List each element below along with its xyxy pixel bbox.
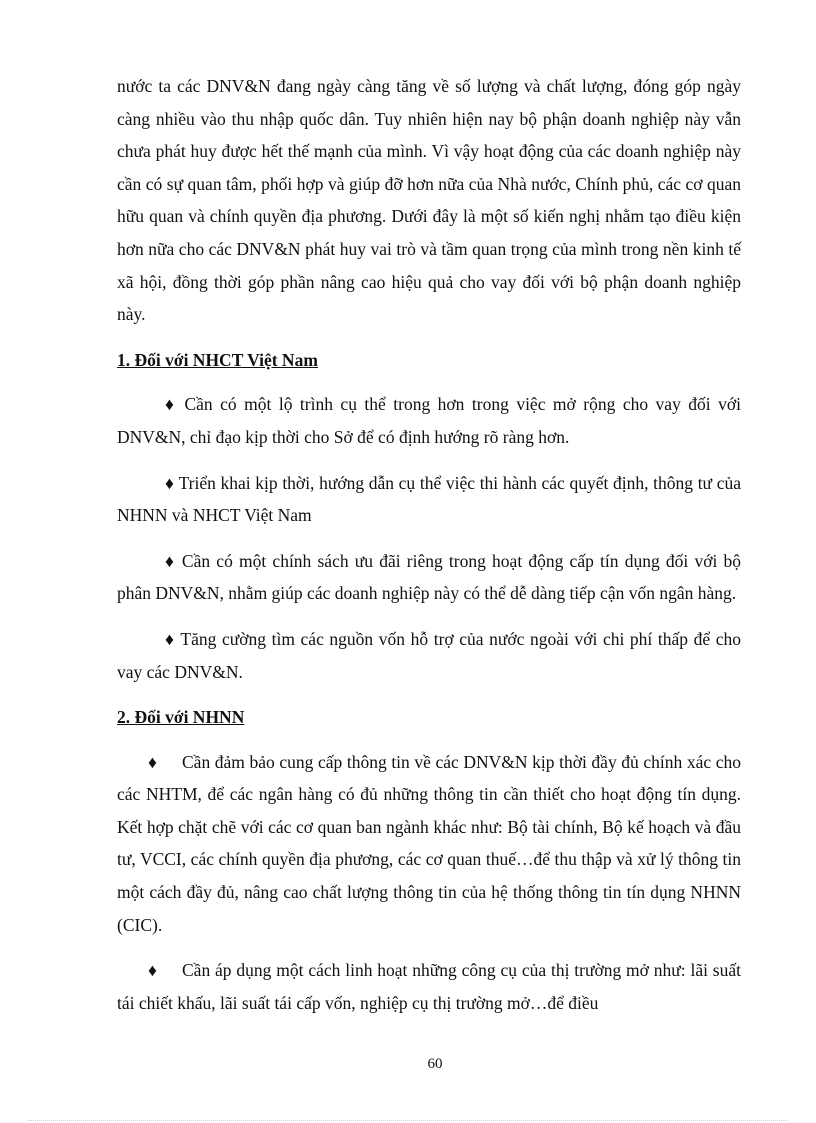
nhnn-item-1 (117, 746, 741, 942)
section-heading-nhct: 1. Đối với NHCT Việt Nam (117, 349, 318, 370)
nhct-item-1: ♦ Cần có một lộ trình cụ thể trong hơn trong việc mở rộng cho vay đối với DNV&N, chỉ đạo kịp thời cho Sở để có định hướng rõ ràng hơn. (117, 394, 741, 447)
body-text (117, 70, 741, 1032)
page-bottom-divider (28, 1120, 788, 1121)
nhct-item-2: ♦ Triển khai kịp thời, hướng dẫn cụ thể việc thi hành các quyết định, thông tư của NHNN và NHCT Việt Nam (117, 472, 741, 526)
intro-paragraph: nước ta các DNV&N đang ngày càng tăng về số lượng và chất lượng, đóng góp ngày càng nhiều vào thu nhập quốc dân. Tuy nhiên hiện nay bộ phận doanh nghiệp này vẫn chưa phát huy được hết thế mạnh của mình. Vì vậy hoạt động của các doanh nghiệp này cần có sự quan tâm, phối hợp và giúp đỡ hơn nữa của Nhà nước, Chính phủ, các cơ quan hữu quan và chính quyền địa phương. Dưới đây là một số kiến nghị nhằm tạo điều kiện hơn nữa cho các DNV&N phát huy vai trò và tầm quan trọng của mình trong nền kinh tế xã hội, đồng thời góp phần nâng cao hiệu quả cho vay đối với bộ phận doanh nghiệp này. (117, 76, 741, 325)
nhnn-item-1-text: Cần đảm bảo cung cấp thông tin về các DNV&N kịp thời đầy đủ chính xác cho các NHTM, để các ngân hàng có đủ những thông tin cần thiết cho hoạt động tín dụng. Kết hợp chặt chẽ với các cơ quan ban ngành khác như: Bộ tài chính, Bộ kế hoạch và đầu tư, VCCI, các chính quyền địa phương, các cơ quan thuế…để thu thập và xử lý thông tin một cách đầy đủ, nâng cao chất lượng thông tin của hệ thống thông tin tín dụng NHNN (CIC). (117, 751, 741, 935)
nhct-item-4: ♦ Tăng cường tìm các nguồn vốn hỗ trợ của nước ngoài với chi phí thấp để cho vay các DNV&N. (117, 628, 741, 682)
nhnn-item-2 (117, 954, 741, 1019)
diamond-bullet-icon: ♦ (148, 751, 157, 772)
diamond-bullet-icon: ♦ (148, 960, 157, 981)
section-heading-nhnn: 2. Đối với NHNN (117, 707, 245, 728)
page-number: 60 (427, 1056, 443, 1072)
nhnn-item-2-text: Cần áp dụng một cách linh hoạt những công cụ của thị trường mở như: lãi suất tái chiết khấu, lãi suất tái cấp vốn, nghiệp cụ thị trường mở…để điều (117, 960, 741, 1013)
nhct-item-3: ♦ Cần có một chính sách ưu đãi riêng trong hoạt động cấp tín dụng đối với bộ phân DNV&N, nhằm giúp các doanh nghiệp này có thể dễ dàng tiếp cận vốn ngân hàng. (117, 550, 741, 604)
